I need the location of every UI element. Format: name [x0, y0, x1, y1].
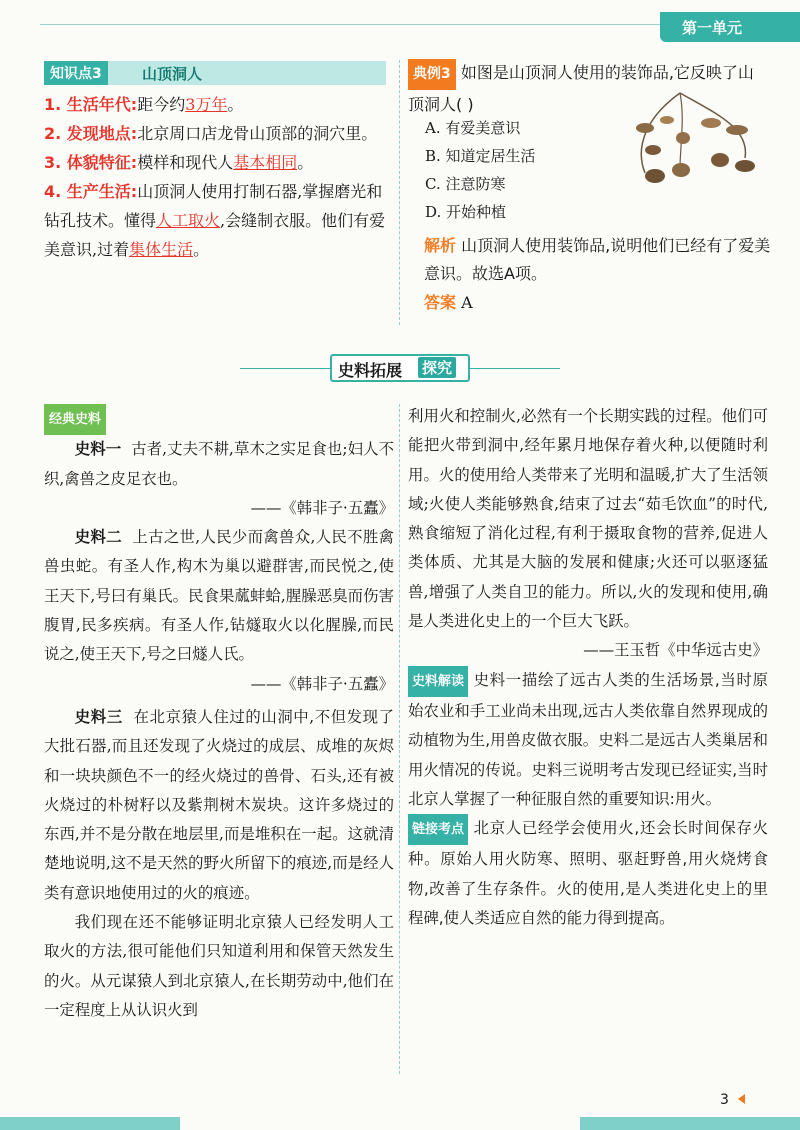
option-b: B. 知道定居生活	[425, 147, 536, 165]
source-one: 史料一 古者,丈夫不耕,草木之实足食也;妇人不织,禽兽之皮足衣也。	[44, 440, 394, 488]
left-column	[44, 404, 394, 1025]
source-two-citation: ——《韩非子·五蠹》	[250, 674, 394, 693]
footer-bar-left	[0, 1117, 180, 1130]
header-rule	[40, 24, 700, 25]
knowledge-item: 4. 生产生活:山顶洞人使用打制石器,掌握磨光和钻孔技术。懂得人工取火,会缝制衣服。他们有爱美意识,过着集体生活。	[44, 182, 386, 259]
answer-value: A	[461, 293, 473, 312]
example-analysis	[424, 232, 776, 288]
option-a: A. 有爱美意识	[425, 119, 521, 137]
page-number: 3	[720, 1092, 729, 1108]
divider	[399, 60, 400, 325]
source-three-continued: 我们现在还不能够证明北京猿人已经发明人工取火的方法,很可能他们只知道利用和保管天然发生的火。从元谋猿人到北京猿人,在长期劳动中,他们在一定程度上从认识火到	[44, 913, 394, 1019]
banner-line-left	[240, 368, 330, 369]
exam-link-tag: 链接考点	[408, 814, 468, 845]
interpretation: 史料解读 史料一描绘了远古人类的生活场景,当时原始农业和手工业尚未出现,远古人类依靠自然界现成的动植物为生,用兽皮做衣服。史料二是远古人类巢居和用火情况的传说。史料三说明考古发现已经证实,当时北京人掌握了一种征服自然的重要知识:用火。	[408, 666, 768, 814]
option-c: C. 注意防寒	[425, 175, 506, 193]
knowledge-item: 1. 生活年代:距今约3万年。	[44, 95, 244, 114]
example-question-text: 如图是山顶洞人使用的装饰品,它反映了山顶洞人( )	[408, 63, 754, 114]
knowledge-title: 山顶洞人	[142, 65, 203, 83]
analysis-label: 解析	[424, 236, 457, 255]
section-banner	[240, 352, 560, 384]
footer-bar-right	[580, 1117, 800, 1130]
interpretation-tag: 史料解读	[408, 666, 468, 697]
source-three-end: 利用火和控制火,必然有一个长期实践的过程。他们可能把火带到洞中,经年累月地保存着火种,以便随时利用。火的使用给人类带来了光明和温暖,扩大了生活领域;火使人类能够熟食,结束了过去“茹毛饮血”的时代,熟食缩短了消化过程,有利于摄取食物的营养,促进人类体质、尤其是大脑的发展和健康;火还可以驱逐猛兽,增强了人类自卫的能力。所以,火的发现和使用,确是人类进化史上的一个巨大飞跃。	[408, 407, 768, 631]
column-divider	[399, 404, 400, 1074]
page-arrow-icon	[738, 1094, 745, 1104]
analysis-text: 山顶洞人使用装饰品,说明他们已经有了爱美意识。故选A项。	[424, 236, 771, 283]
option-d: D. 开始种植	[425, 203, 507, 221]
unit-tag: 第一单元	[660, 12, 800, 42]
knowledge-label: 知识点3	[44, 61, 108, 85]
source-three-citation: ——王玉哲《中华远古史》	[583, 641, 768, 660]
knowledge-header	[44, 61, 386, 85]
classic-sources-tag: 经典史料	[44, 404, 106, 435]
knowledge-item: 3. 体貌特征:模样和现代人基本相同。	[44, 153, 314, 172]
banner-line-right	[470, 368, 560, 369]
banner-box	[330, 354, 470, 382]
example-answer	[424, 290, 473, 313]
exam-link: 链接考点 北京人已经学会使用火,还会长时间保存火种。原始人用火防寒、照明、驱赶野兽,用火烧烤食物,改善了生存条件。火的使用,是人类进化史上的里程碑,使人类适应自然的能力得到提高。	[408, 814, 768, 933]
answer-label: 答案	[424, 293, 457, 312]
ornament-image	[625, 88, 765, 198]
right-column	[408, 402, 768, 933]
source-one-citation: ——《韩非子·五蠹》	[250, 498, 394, 517]
knowledge-body	[44, 90, 392, 264]
banner-title: 史料拓展	[338, 361, 403, 380]
source-two: 史料二 上古之世,人民少而禽兽众,人民不胜禽兽虫蛇。有圣人作,构木为巢以避群害,而民悦之,使王天下,号曰有巢氏。民食果蓏蚌蛤,腥臊恶臭而伤害腹胃,民多疾病。有圣人作,钻燧取火以化腥臊,而民说之,使王天下,号之曰燧人氏。	[44, 528, 394, 664]
source-three: 史料三 在北京猿人住过的山洞中,不但发现了大批石器,而且还发现了火烧过的成层、成堆的灰烬和一块块颜色不一的经火烧过的兽骨、石头,还有被火烧过的朴树籽以及紫荆树木炭块。这许多烧过的东西,并不是分散在地层里,而是堆积在一起。这就清楚地说明,这不是天然的野火所留下的痕迹,而是经人类有意识地使用过的火的痕迹。	[44, 707, 394, 902]
example-label: 典例3	[408, 59, 456, 90]
example-options	[425, 114, 536, 226]
banner-subtitle: 探究	[418, 357, 456, 378]
knowledge-item: 2. 发现地点:北京周口店龙骨山顶部的洞穴里。	[44, 124, 378, 143]
